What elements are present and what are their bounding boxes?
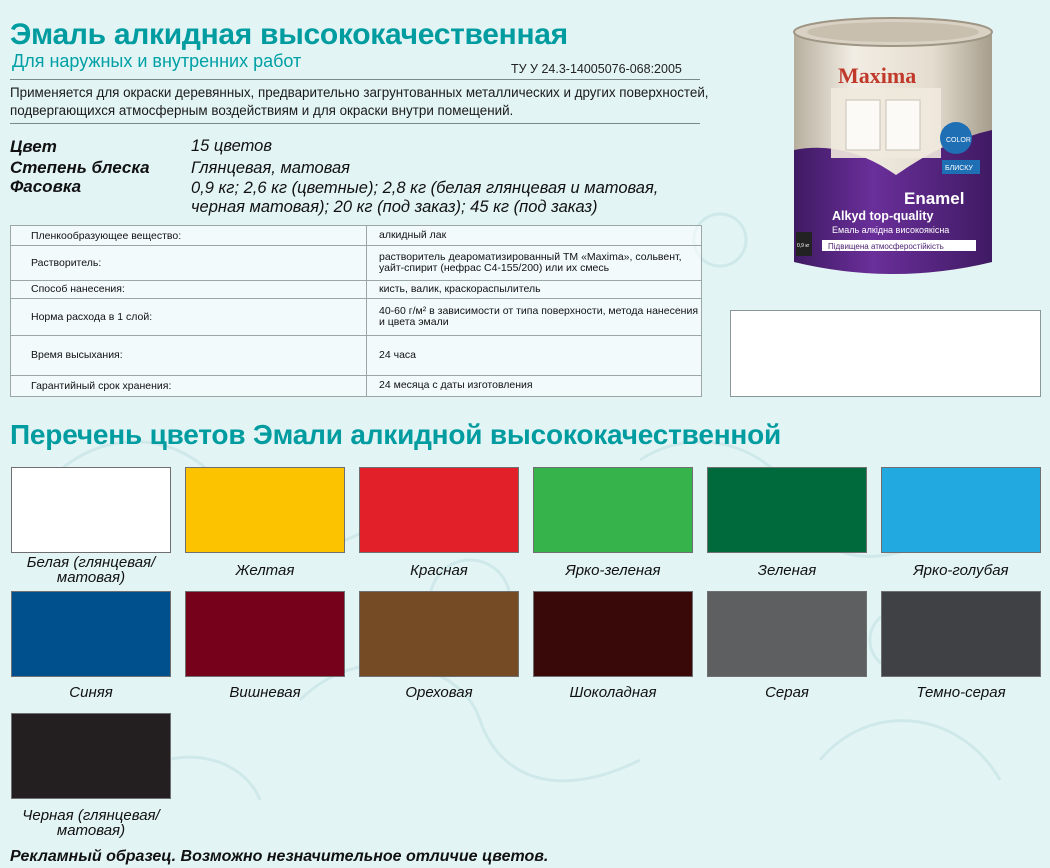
divider [10,79,700,80]
color-label-cherry: Вишневая [229,684,301,701]
spec-row [11,280,701,299]
color-label-yellow: Желтая [235,562,295,579]
property-value-packaging: 0,9 кг; 2,6 кг (цветные); 2,8 кг (белая глянцевая и матовая, черная матовая); 20 кг (под заказ); 45 кг (под заказ) [191,179,659,216]
color-label-gray: Серая [765,684,809,701]
color-swatch-dark-gray [881,591,1041,677]
color-swatch-blue [11,591,171,677]
can-weight: 0,9 кг [797,243,810,249]
color-swatch-bright-green [533,467,693,553]
spec-row [11,375,701,396]
standard-code: ТУ У 24.3-14005076-068:2005 [511,62,682,76]
page-subtitle: Для наружных и внутренних работ [12,51,302,71]
color-swatch-bright-blue [881,467,1041,553]
spec-key: Растворитель: [31,256,102,269]
color-label-white: Белая (глянцевая/матовая) [26,554,156,586]
color-label-bright-green: Ярко-зеленая [565,562,661,579]
color-label-red: Красная [410,562,468,579]
property-name-color: Цвет [10,137,57,156]
spec-value: 24 месяца с даты изготовления [379,379,533,391]
property-name-packaging: Фасовка [10,177,82,196]
spec-row [11,226,701,246]
spec-key: Норма расхода в 1 слой: [31,310,153,323]
can-product-text: Enamel [904,189,965,208]
spec-key: Пленкообразующее вещество: [31,229,182,242]
can-brand-text: Maxima [838,63,917,88]
color-label-dark-gray: Темно-серая [916,684,1006,701]
spec-key: Способ нанесения: [31,283,125,295]
color-swatch-green [707,467,867,553]
spec-table [10,225,702,397]
spec-row [11,298,701,336]
product-can-image [786,10,1000,282]
spec-value: алкидный лак [379,229,447,241]
color-swatch-yellow [185,467,345,553]
spec-key: Время высыхания: [31,349,123,361]
color-label-chocolate: Шоколадная [569,684,657,701]
color-label-walnut: Ореховая [405,684,473,701]
property-value-color: 15 цветов [191,137,272,155]
color-swatch-cherry [185,591,345,677]
product-description: Применяется для окраски деревянных, предварительно загрунтованных металлических и других поверхностей, подвергающихся атмосферным воздействиям и для окраски внутри помещений. [10,85,709,118]
spec-value: 24 часа [379,348,416,361]
spec-value: растворитель деароматизированный ТМ «Maxima», сольвент, уайт-спирит (нефрас С4-155/200) или их смесь [379,250,682,274]
can-ua-name: Емаль алкідна високоякісна [832,225,950,235]
spec-row [11,335,701,376]
spec-value: кисть, валик, краскораспылитель [379,282,541,295]
color-swatch-walnut [359,591,519,677]
can-ua-note: Підвищена атмосферостійкість [828,242,944,251]
color-list-title: Перечень цветов Эмали алкидной высококачественной [10,419,782,450]
color-label-bright-blue: Ярко-голубая [913,562,1009,579]
color-label-black: Черная (глянцевая/матовая) [22,807,160,839]
color-label-blue: Синяя [69,684,113,701]
can-badge-text: COLOR [946,137,971,144]
spec-row [11,245,701,281]
color-label-green: Зеленая [757,562,817,579]
spec-value: 40-60 г/м² в зависимости от типа поверхности, метода нанесения и цвета эмали [379,304,699,328]
blank-frame [730,310,1041,397]
color-swatch-red [359,467,519,553]
property-value-gloss: Глянцевая, матовая [191,159,350,177]
can-line-text: Alkyd top-quality [832,209,934,223]
color-swatch-gray [707,591,867,677]
color-swatch-black [11,713,171,799]
page-title: Эмаль алкидная высококачественная [10,18,568,51]
divider [10,123,700,124]
property-name-gloss: Степень блеска [10,158,150,177]
spec-key: Гарантийный срок хранения: [31,379,172,392]
color-swatch-chocolate [533,591,693,677]
disclaimer-note: Рекламный образец. Возможно незначительное отличие цветов. [10,848,549,865]
can-gloss-badge: БЛИСКУ [945,165,973,172]
color-swatch-white [11,467,171,553]
